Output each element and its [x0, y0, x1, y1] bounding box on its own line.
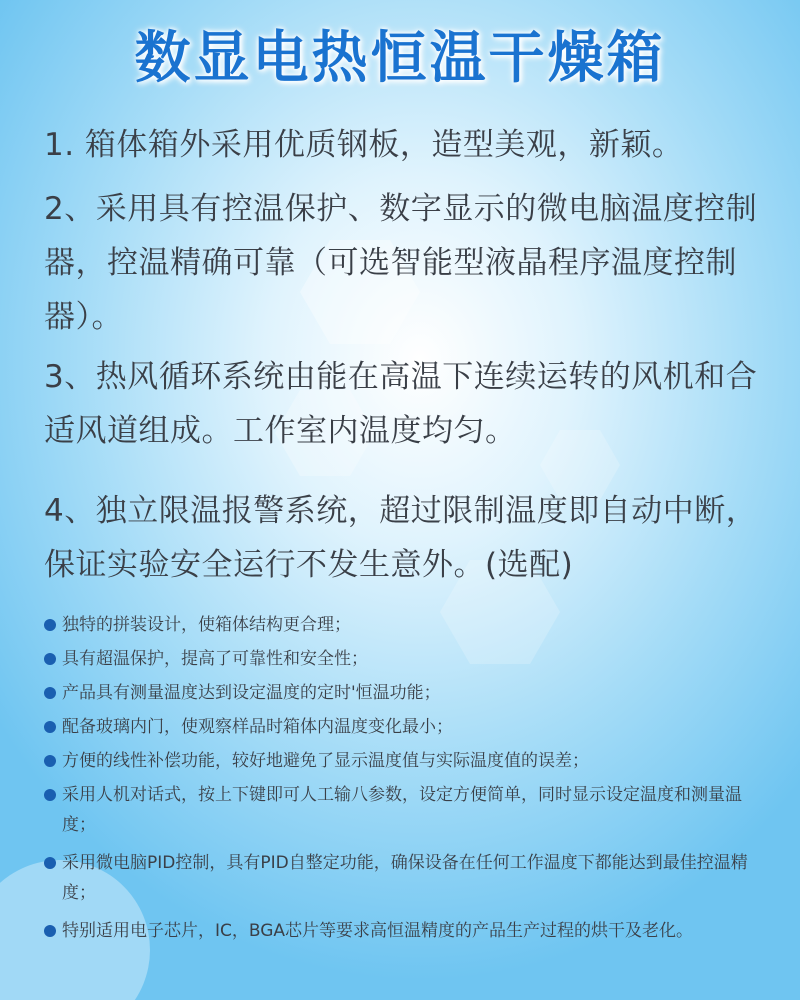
list-item-text: 特别适用电子芯片，IC，BGA芯片等要求高恒温精度的产品生产过程的烘干及老化。: [62, 921, 694, 941]
bullet-icon: [44, 755, 56, 767]
list-item: [44, 712, 764, 742]
bullet-icon: [44, 687, 56, 699]
list-item: [44, 678, 764, 708]
bullet-icon: [44, 653, 56, 665]
bullet-icon: [44, 619, 56, 631]
bullet-icon: [44, 789, 56, 801]
list-item-text: 采用微电脑PID控制，具有PID自整定功能，确保设备在任何工作温度下都能达到最佳控温精度；: [62, 853, 748, 903]
feature-item: 3、热风循环系统由能在高温下连续运转的风机和合适风道组成。工作室内温度均匀。: [44, 359, 758, 449]
list-item-text: 方便的线性补偿功能，较好地避免了显示温度值与实际温度值的误差；: [62, 751, 589, 771]
bullet-icon: [44, 925, 56, 937]
list-item-text: 产品具有测量温度达到设定温度的定时'恒温功能；: [62, 683, 441, 703]
page-title: 数显电热恒温干燥箱: [134, 26, 666, 91]
feature-item: 4、独立限温报警系统，超过限制温度即自动中断，保证实验安全运行不发生意外。(选配): [44, 493, 758, 583]
feature-item: 1. 箱体箱外采用优质钢板，造型美观，新颖。: [44, 127, 684, 163]
bullet-icon: [44, 721, 56, 733]
feature-item: 2、采用具有控温保护、数字显示的微电脑温度控制器，控温精确可靠（可选智能型液晶程序温度控制器）。: [44, 191, 758, 335]
list-item-text: 配备玻璃内门，使观察样品时箱体内温度变化最小；: [62, 717, 453, 737]
list-item: [44, 916, 764, 946]
list-item: [44, 848, 764, 908]
list-item-text: 采用人机对话式，按上下键即可人工输八参数，设定方便简单，同时显示设定温度和测量温度；: [62, 785, 742, 835]
list-item: [44, 644, 764, 674]
list-item: [44, 746, 764, 776]
bullet-icon: [44, 857, 56, 869]
list-item-text: 具有超温保护，提高了可靠性和安全性；: [62, 649, 368, 669]
list-item: [44, 780, 764, 840]
list-item-text: 独特的拼装设计，使箱体结构更合理；: [62, 615, 351, 635]
list-item: [44, 610, 764, 640]
